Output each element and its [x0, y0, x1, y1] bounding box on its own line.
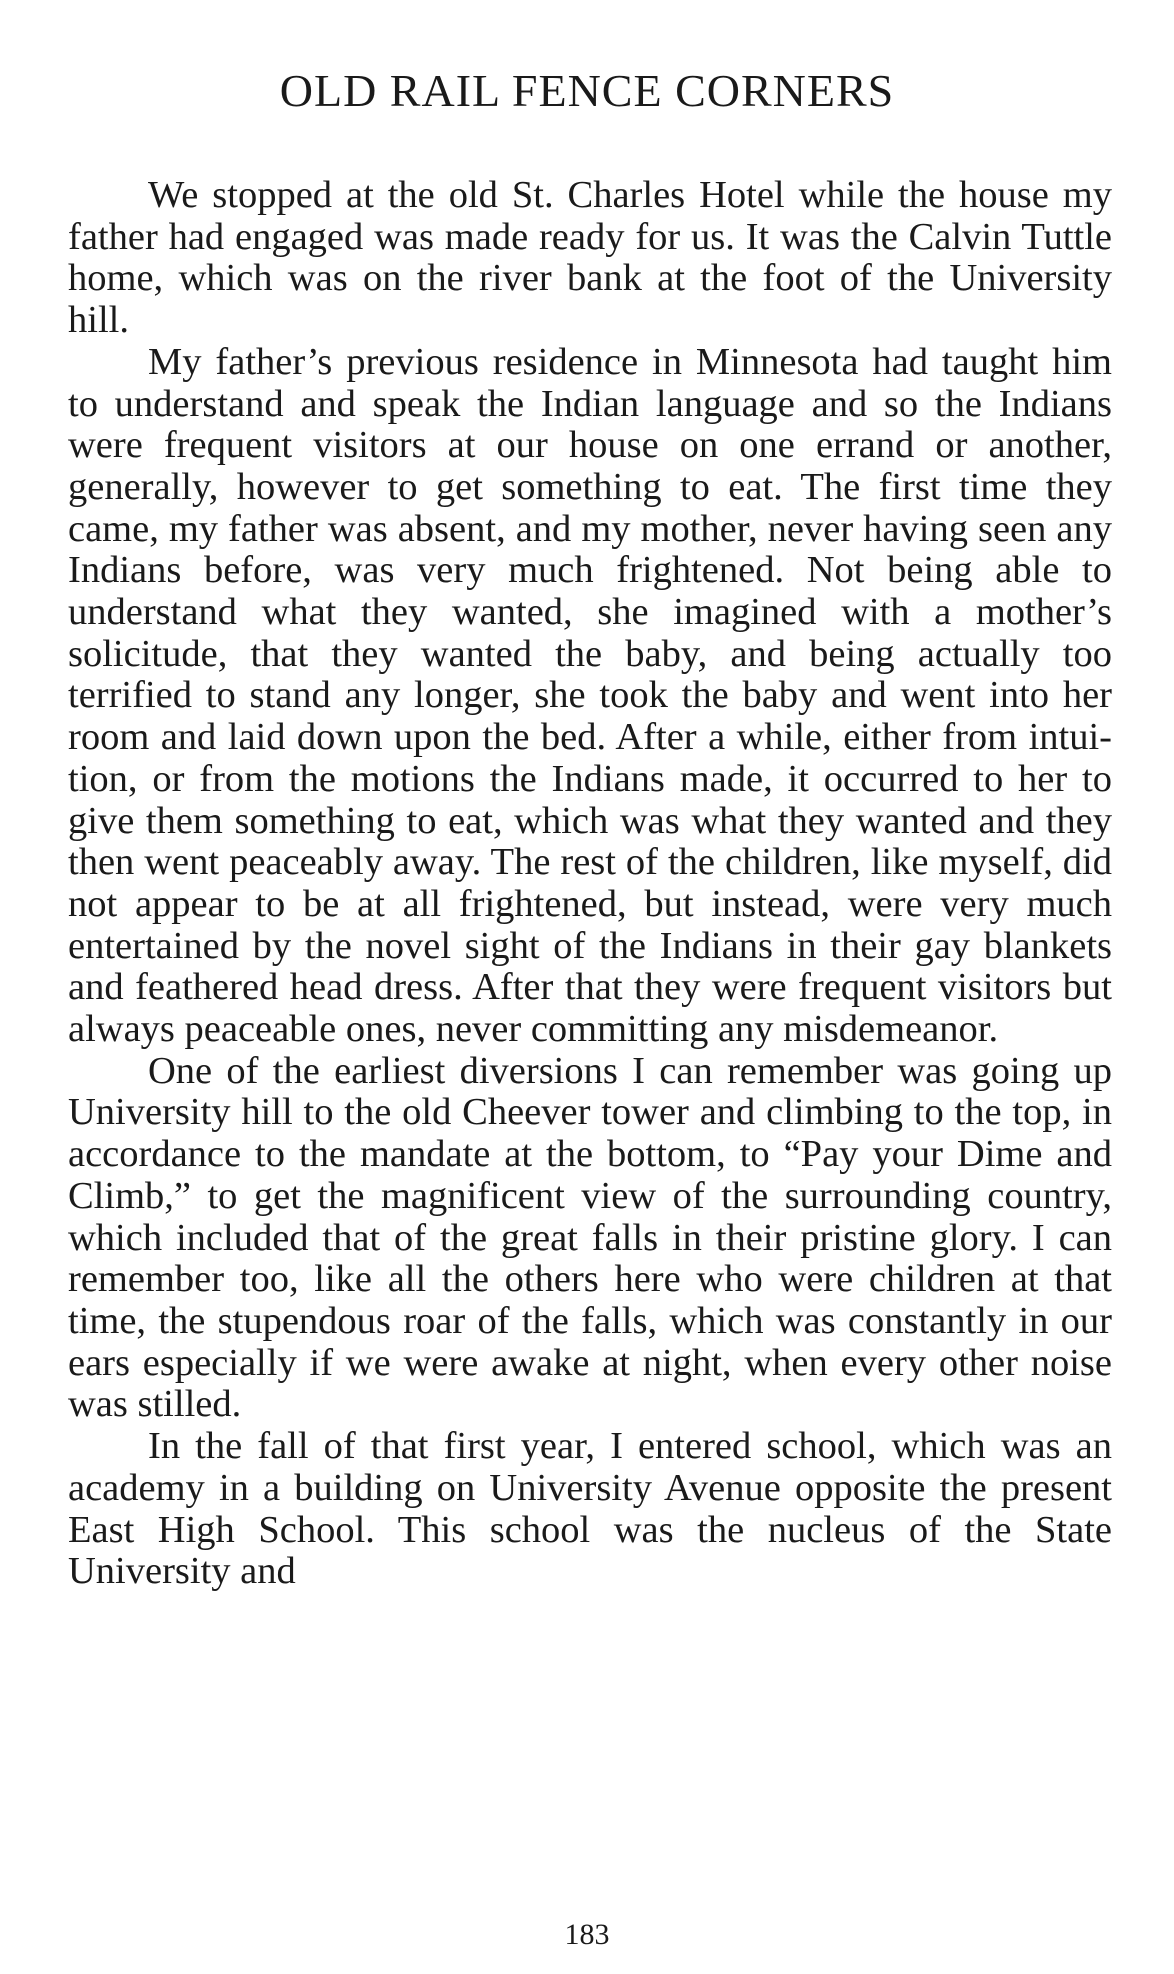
body-text: [68, 175, 1112, 1593]
paragraph-cheever-tower: One of the earliest diversions I can remember was going up University hill to the old Cheever tower and climbing to the top, in accordance to the mandate at the bottom, to “Pay your Dime and Climb,” to get the magnificent view of the surrounding country, which included that of the great falls in their pristine glory. I can remember too, like all the others here who were children at that time, the stupendous roar of the falls, which was constantly in our ears especially if we were awake at night, when every other noise was stilled.: [68, 1049, 1112, 1426]
paragraph-academy-school: In the fall of that first year, I entered school, which was an academy in a building on University Avenue opposite the present East High School. This school was the nucleus of the State University and: [68, 1425, 1112, 1593]
paragraph-hotel-arrival: We stopped at the old St. Charles Hotel while the house my father had engaged was made ready for us. It was the Calvin Tuttle home, which was on the river bank at the foot of the University hill.: [68, 174, 1112, 342]
paragraph-indian-visitors: My father’s previous residence in Minnesota had taught him to understand and speak the Indian language and so the Indians were frequent visitors at our house on one errand or another, generally, however to get something to eat. The first time they came, my father was absent, and my mother, never having seen any Indians before, was very much frightened. Not being able to understand what they wanted, she imagined with a mother’s solicitude, that they wanted the baby, and being actually too terrified to stand any longer, she took the baby and went into her room and laid down upon the bed. After a while, either from intuition, or from the motions the Indians made, it occurred to her to give them something to eat, which was what they wanted and they then went peaceably away. The rest of the children, like myself, did not appear to be at all frightened, but instead, were very much entertained by the novel sight of the Indians in their gay blankets and feathered head dress. After that they were frequent visitors but always peaceable ones, never committing any misdemeanor.: [68, 340, 1112, 1051]
running-head-title: OLD RAIL FENCE CORNERS: [279, 65, 895, 116]
page-number: 183: [564, 1918, 610, 1951]
